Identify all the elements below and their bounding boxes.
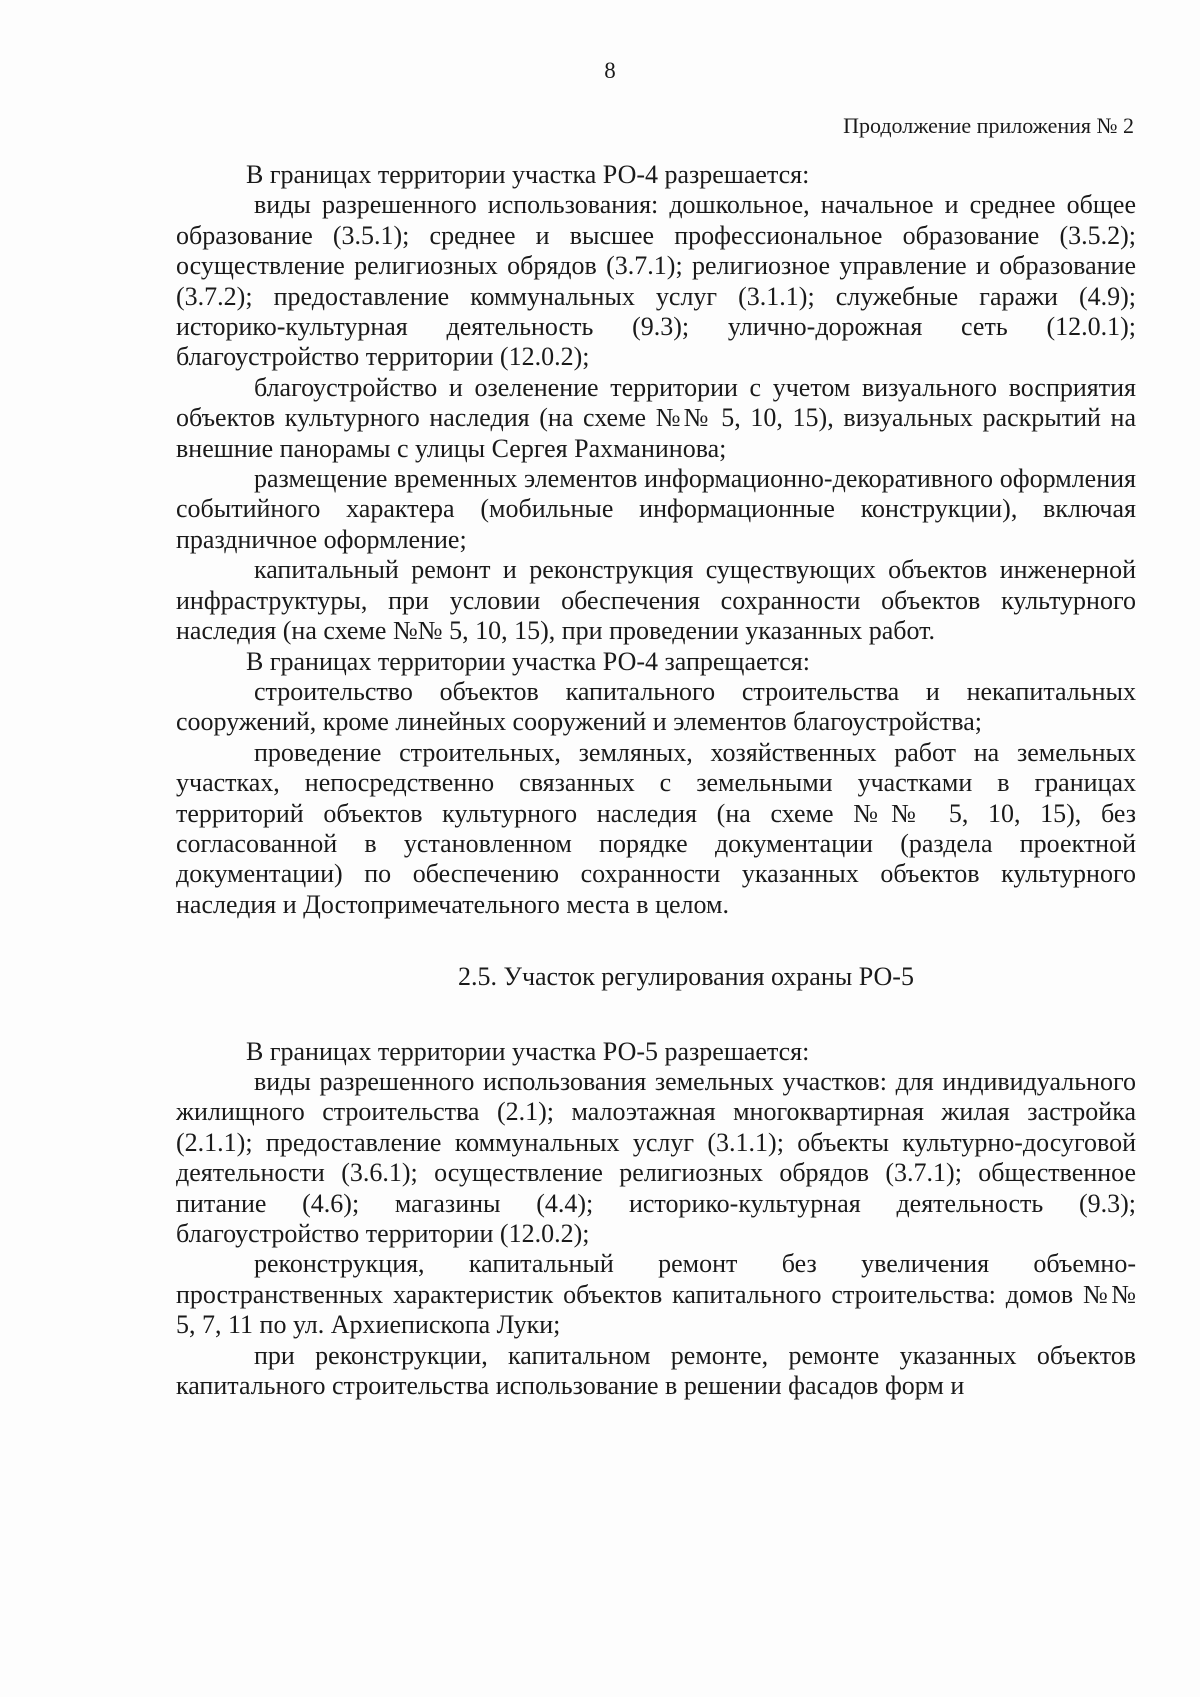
appendix-continuation-note: Продолжение приложения № 2 [843, 113, 1134, 138]
po5-allowed-item: при реконструкции, капитальном ремонте, ремонте указанных объектов капитального строительства использование в решении фасадов форм и [176, 1340, 1136, 1401]
po5-allowed-heading: В границах территории участка РО-5 разрешается: [246, 1036, 810, 1066]
document-body [176, 160, 1136, 1401]
po4-allowed-item: капитальный ремонт и реконструкция существующих объектов инженерной инфраструктуры, при условии обеспечения сохранности объектов культурного наследия (на схеме №№ 5, 10, 15), при проведении указанных работ. [176, 555, 1136, 646]
po4-prohibited-item: строительство объектов капитального строительства и некапитальных сооружений, кроме линейных сооружений и элементов благоустройства; [176, 676, 1136, 737]
po4-allowed-heading: В границах территории участка РО-4 разрешается: [246, 160, 810, 189]
po4-allowed-item: размещение временных элементов информационно-декоративного оформления событийного характера (мобильные информационные конструкции), включая праздничное оформление; [176, 464, 1136, 554]
po5-allowed-item: виды разрешенного использования земельных участков: для индивидуального жилищного строительства (2.1); малоэтажная многоквартирная жилая застройка (2.1.1); предоставление коммунальных услуг (3.1.1); объекты культурно-досуговой деятельности (3.6.1); осуществление религиозных обрядов (3.7.1); общественное питание (4.6); магазины (4.4); историко-культурная деятельность (9.3); благоустройство территории (12.0.2); [176, 1066, 1136, 1248]
po4-allowed-item: виды разрешенного использования: дошкольное, начальное и среднее общее образование (3.5.1); среднее и высшее профессиональное образование (3.5.2); осуществление религиозных обрядов (3.7.1); религиозное управление и образование (3.7.2); предоставление коммунальных услуг (3.1.1); служебные гаражи (4.9); историко-культурная деятельность (9.3); улично-дорожная сеть (12.0.1); благоустройство территории (12.0.2); [176, 190, 1136, 372]
po5-allowed-item: реконструкция, капитальный ремонт без увеличения объемно-пространственных характеристик объектов капитального строительства: домов №№ 5, 7, 11 по ул. Архиепископа Луки; [176, 1249, 1136, 1340]
section-heading: 2.5. Участок регулирования охраны РО-5 [458, 962, 914, 992]
po4-allowed-item: благоустройство и озеленение территории с учетом визуального восприятия объектов культурного наследия (на схеме №№ 5, 10, 15), визуальных раскрытий на внешние панорамы с улицы Сергея Рахманинова; [176, 372, 1136, 463]
po4-prohibited-heading: В границах территории участка РО-4 запрещается: [246, 646, 810, 676]
po4-prohibited-item: проведение строительных, земляных, хозяйственных работ на земельных участках, непосредственно связанных с земельными участками в границах территорий объектов культурного наследия (на схеме №№ 5, 10, 15), без согласованной в установленном порядке документации (раздела проектной документации) по обеспечению сохранности указанных объектов культурного наследия и Достопримечательного места в целом. [176, 737, 1136, 919]
page-number: 8 [604, 58, 616, 83]
